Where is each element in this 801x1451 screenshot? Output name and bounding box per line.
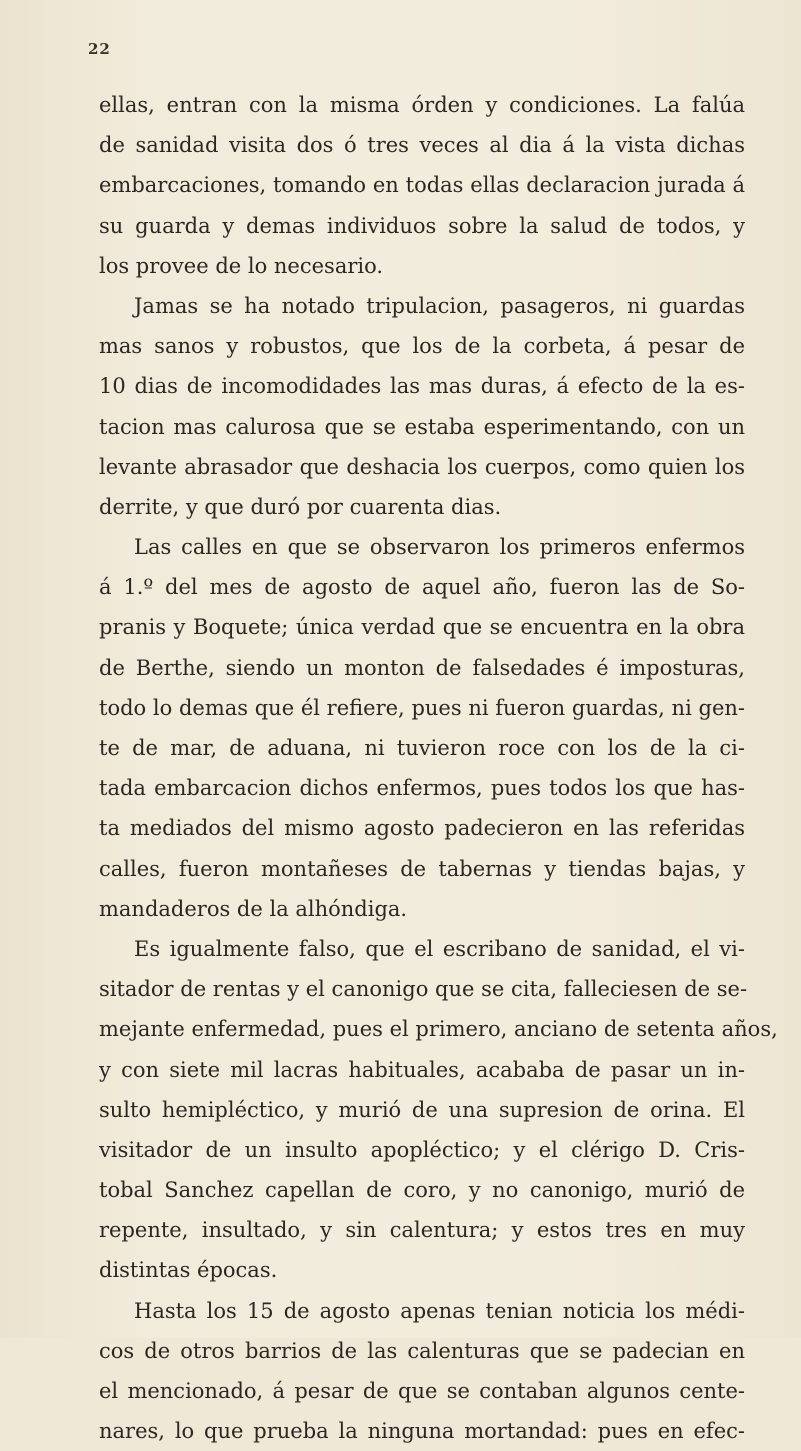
text-line: ellas, entran con la misma órden y condiciones. La falúa bbox=[99, 93, 745, 117]
text-line: cos de otros barrios de las calenturas que se padecian en bbox=[99, 1338, 745, 1363]
text-line: sitador de rentas y el canonigo que se cita, falleciesen de se- bbox=[99, 977, 748, 1002]
text-line: embarcaciones, tomando en todas ellas declaracion jurada á bbox=[99, 173, 745, 198]
text-line: el mencionado, á pesar de que se contaban algunos cente- bbox=[99, 1379, 745, 1403]
text-line: Jamas se ha notado tripulacion, pasageros, ni guardas bbox=[134, 293, 745, 318]
text-line: mandaderos de la alhóndiga. bbox=[99, 896, 408, 921]
text-line: de Berthe, siendo un monton de falsedades é imposturas, bbox=[99, 655, 745, 680]
text-line: todo lo demas que él refiere, pues ni fueron guardas, ni gen- bbox=[99, 695, 745, 720]
text-line: Hasta los 15 de agosto apenas tenian noticia los médi- bbox=[134, 1298, 745, 1323]
text-line: repente, insultado, y sin calentura; y estos tres en muy bbox=[99, 1218, 745, 1243]
text-line: Las calles en que se observaron los primeros enfermos bbox=[134, 535, 745, 560]
text-line: levante abrasador que deshacia los cuerpos, como quien los bbox=[99, 454, 745, 479]
text-line: visitador de un insulto apopléctico; y el clérigo D. Cris- bbox=[99, 1137, 745, 1162]
text-line: nares, lo que prueba la ninguna mortandad: pues en efec- bbox=[99, 1419, 745, 1444]
text-line: mas sanos y robustos, que los de la corbeta, á pesar de bbox=[99, 334, 745, 359]
text-line: los provee de lo necesario. bbox=[99, 253, 384, 278]
text-line: pranis y Boquete; única verdad que se encuentra en la obra bbox=[99, 615, 745, 640]
text-line: de sanidad visita dos ó tres veces al dia á la vista dichas bbox=[99, 133, 745, 158]
text-line: tacion mas calurosa que se estaba esperimentando, con un bbox=[99, 414, 745, 439]
text-line: te de mar, de aduana, ni tuvieron roce con los de la ci- bbox=[99, 736, 745, 760]
text-line: tada embarcacion dichos enfermos, pues todos los que has- bbox=[99, 776, 745, 801]
body-text bbox=[99, 85, 778, 1451]
text-line: á 1.º del mes de agosto de aquel año, fueron las de So- bbox=[99, 575, 745, 600]
text-line: su guarda y demas individuos sobre la salud de todos, y bbox=[99, 213, 745, 238]
text-line: Es igualmente falso, que el escribano de sanidad, el vi- bbox=[134, 936, 745, 961]
page-number: 22 bbox=[88, 40, 111, 58]
text-line: tobal Sanchez capellan de coro, y no canonigo, murió de bbox=[99, 1178, 745, 1203]
text-line: y con siete mil lacras habituales, acababa de pasar un in- bbox=[99, 1057, 745, 1082]
text-line: 10 dias de incomodidades las mas duras, á efecto de la es- bbox=[99, 374, 745, 399]
text-line: derrite, y que duró por cuarenta dias. bbox=[99, 494, 502, 519]
text-line: distintas épocas. bbox=[99, 1258, 278, 1283]
text-line: calles, fueron montañeses de tabernas y tiendas bajas, y bbox=[99, 856, 745, 881]
text-line: sulto hemipléctico, y murió de una supresion de orina. El bbox=[99, 1097, 745, 1122]
text-line: ta mediados del mismo agosto padecieron en las referidas bbox=[99, 816, 745, 841]
text-line: mejante enfermedad, pues el primero, anciano de setenta años, bbox=[99, 1017, 778, 1042]
